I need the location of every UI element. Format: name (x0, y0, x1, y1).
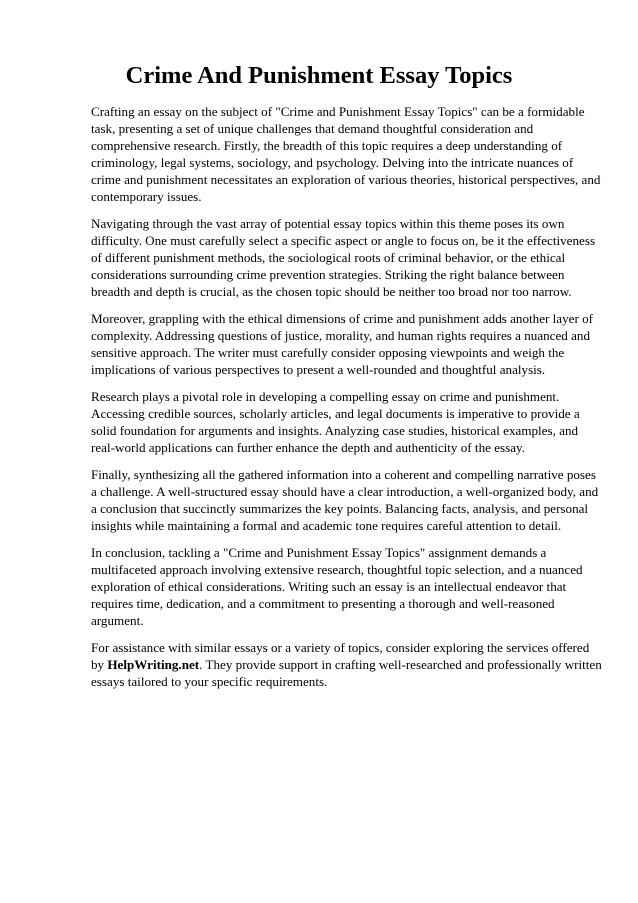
paragraph-ethics: Moreover, grappling with the ethical dimensions of crime and punishment adds another layer of complexity. Addressing questions of justice, morality, and human rights requires a nuanced and sensitive approach. The writer must carefully consider opposing viewpoints and weigh the implications of various perspectives to present a well-rounded and thoughtful analysis. (91, 311, 593, 377)
paragraph-conclusion: In conclusion, tackling a "Crime and Punishment Essay Topics" assignment demands a multifaceted approach involving extensive research, thoughtful topic selection, and a nuanced exploration of ethical considerations. Writing such an essay is an intellectual endeavor that requires time, dedication, and a commitment to presenting a thorough and well-reasoned argument. (91, 545, 583, 628)
paragraph-closing (91, 639, 603, 690)
paragraph-research: Research plays a pivotal role in developing a compelling essay on crime and punishment. Accessing credible sources, scholarly articles, and legal documents is imperative to provide a solid foundation for arguments and insights. Analyzing case studies, historical examples, and real-world applications can further enhance the depth and authenticity of the essay. (91, 389, 580, 455)
document-body (91, 103, 603, 700)
document-title: Crime And Punishment Essay Topics (125, 62, 513, 89)
brand-name: HelpWriting.net (107, 657, 200, 672)
paragraph-intro: Crafting an essay on the subject of "Crime and Punishment Essay Topics" can be a formidable task, presenting a set of unique challenges that demand thoughtful consideration and comprehensive research. Firstly, the breadth of this topic requires a deep understanding of criminology, legal systems, sociology, and psychology. Delving into the intricate nuances of crime and punishment necessitates an exploration of various theories, historical perspectives, and contemporary issues. (91, 104, 601, 204)
paragraph-topic-selection: Navigating through the vast array of potential essay topics within this theme poses its own difficulty. One must carefully select a specific aspect or angle to focus on, be it the effectiveness of different punishment methods, the sociological roots of criminal behavior, or the ethical considerations surrounding crime prevention strategies. Striking the right balance between breadth and depth is crucial, as the chosen topic should be neither too broad nor too narrow. (91, 216, 596, 299)
paragraph-synthesis: Finally, synthesizing all the gathered information into a coherent and compelling narrative poses a challenge. A well-structured essay should have a clear introduction, a well-organized body, and a conclusion that succinctly summarizes the key points. Balancing facts, analysis, and personal insights while maintaining a formal and academic tone requires careful attention to detail. (91, 467, 599, 533)
closing-text-before: For assistance with similar essays or a variety of topics, consider exploring the services offered by (91, 640, 590, 672)
closing-text-after: . They provide support in crafting well-researched and professionally written essays tailored to your specific requirements. (91, 657, 602, 689)
